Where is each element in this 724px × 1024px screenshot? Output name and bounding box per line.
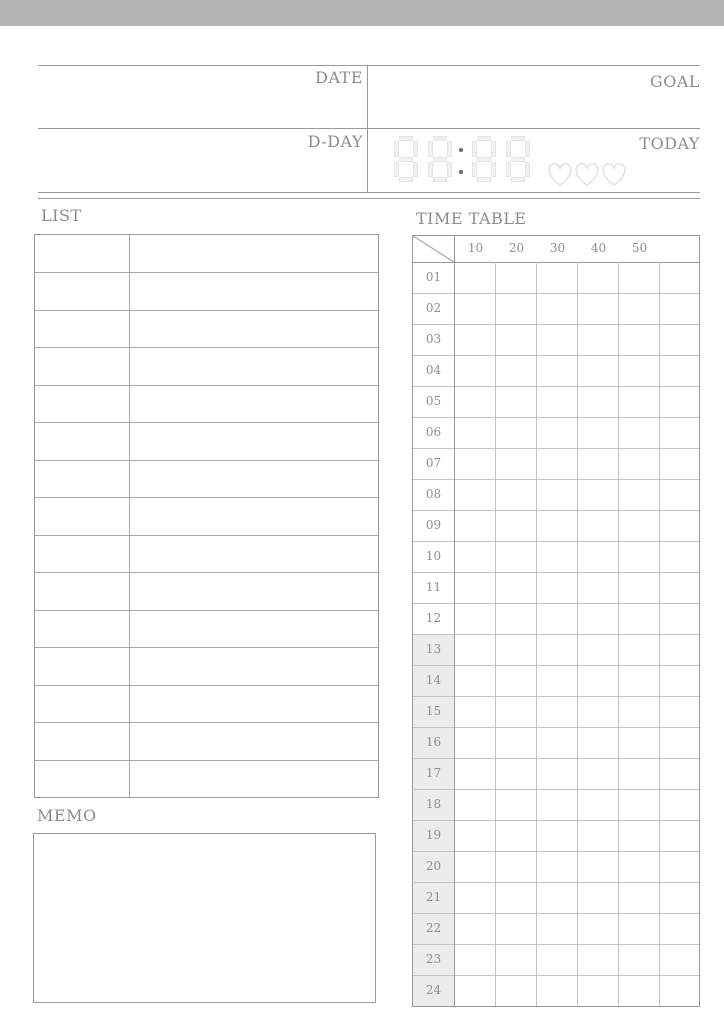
- minute-header: 30: [549, 241, 566, 255]
- hour-label: 22: [425, 920, 442, 935]
- clock-segment: [477, 136, 491, 141]
- timetable-row-line: [413, 851, 699, 852]
- hour-label: 16: [425, 734, 442, 749]
- hour-label: 05: [425, 393, 442, 408]
- header-bottom-rule: [38, 192, 700, 193]
- today-label: TODAY: [639, 134, 700, 153]
- hour-label: 01: [425, 269, 442, 284]
- clock-segment: [394, 162, 399, 178]
- clock-colon-dot: [459, 148, 463, 152]
- timetable-row-line: [413, 417, 699, 418]
- timetable-row-line: [413, 572, 699, 573]
- list-item[interactable]: [35, 422, 378, 459]
- timetable-row-line: [413, 448, 699, 449]
- corner-diagonal: [413, 236, 454, 262]
- hour-label: 04: [425, 362, 442, 377]
- timetable-row-line: [413, 665, 699, 666]
- clock-segment: [477, 157, 491, 162]
- list-item[interactable]: [35, 610, 378, 647]
- timetable-column-line: [618, 262, 619, 1006]
- clock-segment: [447, 162, 452, 178]
- clock-segment: [399, 136, 413, 141]
- clock-segment: [491, 141, 496, 157]
- timetable-row-line: [413, 510, 699, 511]
- hour-label: 10: [425, 548, 442, 563]
- clock-segment: [472, 162, 477, 178]
- clock-segment: [477, 177, 491, 182]
- clock-segment: [433, 136, 447, 141]
- timetable-title: TIME TABLE: [416, 209, 527, 228]
- header-top-rule: [38, 65, 700, 66]
- timetable-row-line: [413, 944, 699, 945]
- header-middle-rule: [38, 128, 700, 129]
- timetable-row-line: [413, 355, 699, 356]
- list-item[interactable]: [35, 647, 378, 684]
- minute-header: 20: [508, 241, 525, 255]
- hour-label: 07: [425, 455, 442, 470]
- timetable-column-line: [495, 262, 496, 1006]
- timetable-row-line: [413, 882, 699, 883]
- clock-segment: [399, 177, 413, 182]
- list-item[interactable]: [35, 535, 378, 572]
- clock-segment: [433, 157, 447, 162]
- hour-label: 13: [425, 641, 442, 656]
- timetable-column-line: [577, 262, 578, 1006]
- clock-segment: [428, 162, 433, 178]
- list-item[interactable]: [35, 497, 378, 534]
- list-item[interactable]: [35, 385, 378, 422]
- timetable-row-line: [413, 975, 699, 976]
- timetable-column-line: [454, 236, 455, 1006]
- clock-segment: [472, 141, 477, 157]
- clock-segment: [506, 162, 511, 178]
- timetable-row-line: [413, 541, 699, 542]
- timetable-row-line: [413, 603, 699, 604]
- clock-segment: [399, 157, 413, 162]
- timetable-column-line: [536, 262, 537, 1006]
- timetable-grid: [412, 235, 700, 1007]
- timetable-row-line: [413, 727, 699, 728]
- minute-header: 10: [467, 241, 484, 255]
- timetable-column-line: [659, 262, 660, 1006]
- dday-label: D-DAY: [307, 132, 363, 151]
- hour-label: 21: [425, 889, 442, 904]
- clock-colon-dot: [459, 170, 463, 174]
- clock-segment: [413, 141, 418, 157]
- clock-segment: [491, 162, 496, 178]
- timetable-row-line: [413, 479, 699, 480]
- timetable-row-line: [413, 324, 699, 325]
- hour-label: 23: [425, 951, 442, 966]
- hour-label: 06: [425, 424, 442, 439]
- list-item[interactable]: [35, 722, 378, 759]
- list-item[interactable]: [35, 572, 378, 609]
- hour-label: 03: [425, 331, 442, 346]
- timetable-row-line: [413, 634, 699, 635]
- clock-segment: [525, 162, 530, 178]
- timetable-row-line: [413, 262, 699, 263]
- hour-label: 12: [425, 610, 442, 625]
- timetable-row-line: [413, 386, 699, 387]
- timetable-row-line: [413, 820, 699, 821]
- clock-segment: [413, 162, 418, 178]
- list-item[interactable]: [35, 347, 378, 384]
- memo-title: MEMO: [37, 806, 97, 825]
- hour-label: 02: [425, 300, 442, 315]
- list-item[interactable]: [35, 460, 378, 497]
- minute-header: 40: [590, 241, 607, 255]
- list-title: LIST: [41, 206, 82, 225]
- hour-label: 20: [425, 858, 442, 873]
- hour-label: 08: [425, 486, 442, 501]
- clock-segment: [511, 136, 525, 141]
- list-table: [34, 234, 379, 798]
- hour-label: 15: [425, 703, 442, 718]
- hour-label: 14: [425, 672, 442, 687]
- hearts-icon: [545, 158, 635, 188]
- list-item[interactable]: [35, 760, 378, 797]
- minute-header: 50: [631, 241, 648, 255]
- clock-segment: [506, 141, 511, 157]
- timetable-row-line: [413, 758, 699, 759]
- clock-segment: [433, 177, 447, 182]
- date-label: DATE: [315, 68, 363, 87]
- timetable-row-line: [413, 696, 699, 697]
- digital-clock-icon: [394, 136, 534, 186]
- timetable-row-line: [413, 913, 699, 914]
- list-item[interactable]: [35, 272, 378, 309]
- list-item[interactable]: [35, 235, 378, 272]
- timetable-row-line: [413, 293, 699, 294]
- hour-label: 18: [425, 796, 442, 811]
- goal-label: GOAL: [649, 72, 700, 91]
- list-item[interactable]: [35, 310, 378, 347]
- memo-box[interactable]: [33, 833, 376, 1003]
- hour-label: 24: [425, 982, 442, 997]
- header-bottom-rule-2: [38, 198, 700, 199]
- hour-label: 17: [425, 765, 442, 780]
- clock-segment: [428, 141, 433, 157]
- clock-segment: [511, 177, 525, 182]
- clock-segment: [511, 157, 525, 162]
- hour-label: 11: [425, 579, 442, 594]
- clock-segment: [525, 141, 530, 157]
- hour-label: 19: [425, 827, 442, 842]
- clock-segment: [394, 141, 399, 157]
- top-bar: [0, 0, 724, 26]
- timetable-row-line: [413, 789, 699, 790]
- clock-segment: [447, 141, 452, 157]
- list-item[interactable]: [35, 685, 378, 722]
- header-divider: [367, 65, 368, 192]
- hour-label: 09: [425, 517, 442, 532]
